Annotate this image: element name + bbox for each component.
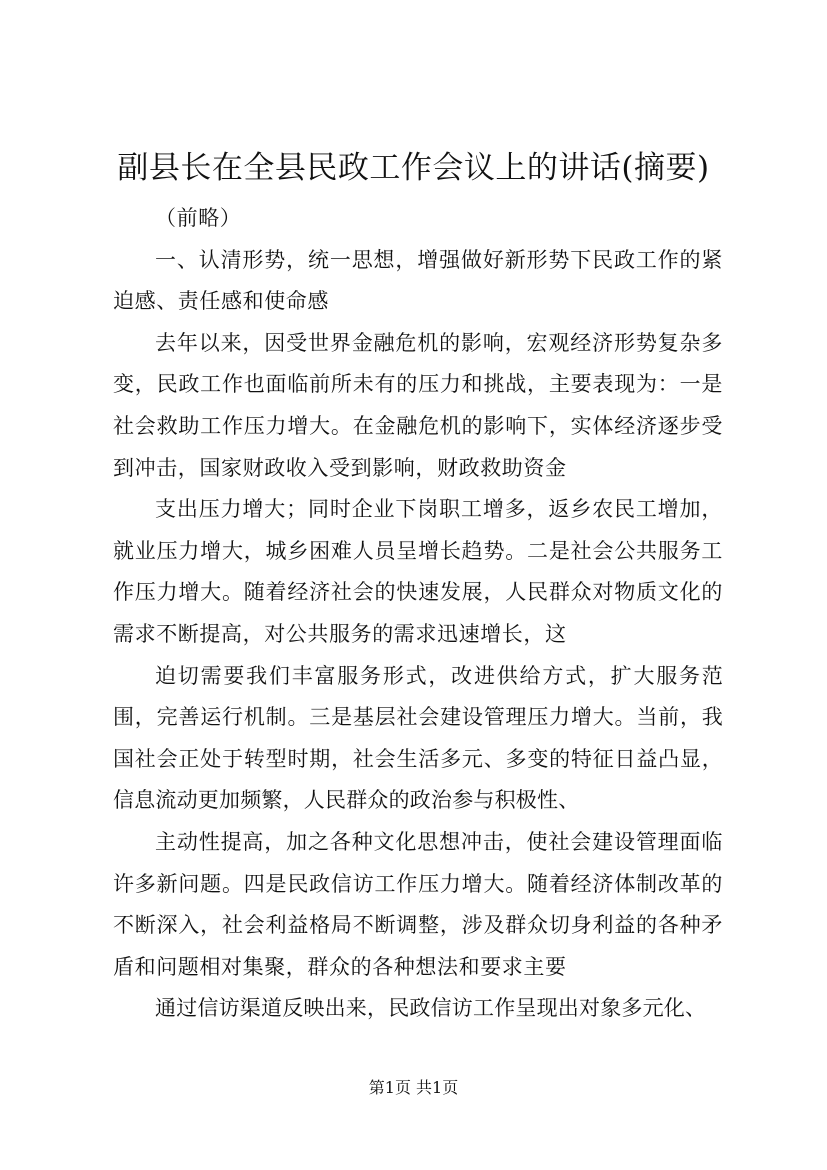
paragraph-body: 去年以来，因受世界金融危机的影响，宏观经济形势复杂多变，民政工作也面临前所未有的压力和挑战，主要表现为：一是社会救助工作压力增大。在金融危机的影响下，实体经济逐步受到冲击，国家财政收入受到影响，财政救助资金 (113, 330, 723, 480)
paragraph-body: 迫切需要我们丰富服务形式，改进供给方式，扩大服务范围，完善运行机制。三是基层社会建设管理压力增大。当前，我国社会正处于转型时期，社会生活多元、多变的特征日益凸显，信息流动更加频繁，人民群众的政治参与积极性、 (113, 663, 723, 813)
document-body (113, 198, 723, 1030)
page-footer: 第1页 共1页 (368, 1078, 459, 1097)
paragraph-preface: （前略） (155, 206, 242, 230)
document-title: 副县长在全县民政工作会议上的讲话(摘要) (117, 150, 710, 186)
paragraph-body: 支出压力增大；同时企业下岗职工增多，返乡农民工增加，就业压力增大，城乡困难人员呈增长趋势。二是社会公共服务工作压力增大。随着经济社会的快速发展，人民群众对物质文化的需求不断提高，对公共服务的需求迅速增长，这 (113, 497, 723, 646)
paragraph-body: 主动性提高，加之各种文化思想冲击，使社会建设管理面临许多新问题。四是民政信访工作压力增大。随着经济体制改革的不断深入，社会利益格局不断调整，涉及群众切身利益的各种矛盾和问题相对集聚，群众的各种想法和要求主要 (113, 829, 723, 979)
paragraph-section-heading: 一、认清形势，统一思想，增强做好新形势下民政工作的紧迫感、责任感和使命感 (113, 247, 723, 314)
paragraph-body: 通过信访渠道反映出来，民政信访工作呈现出对象多元化、 (155, 996, 707, 1021)
